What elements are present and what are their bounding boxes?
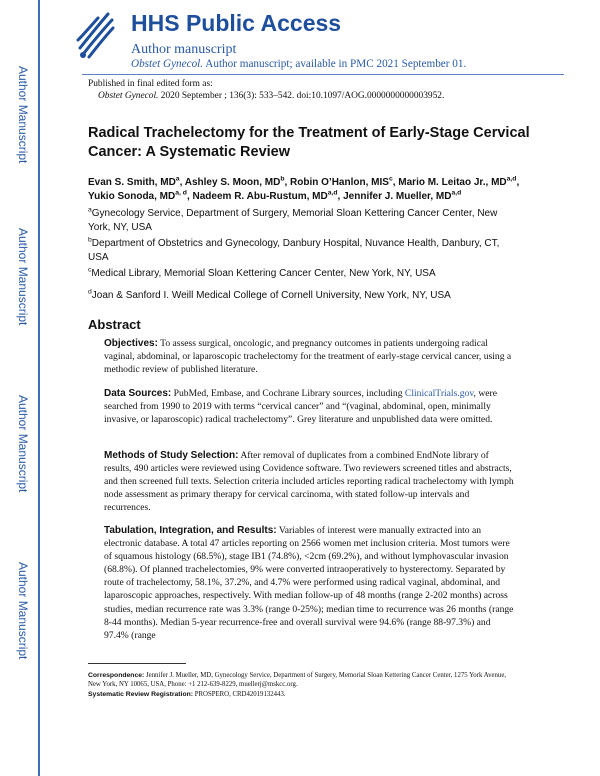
sidebar-label: Author Manuscript bbox=[16, 228, 30, 326]
author-affiliation-marker: a bbox=[175, 175, 180, 183]
author-affiliation-marker: a, d bbox=[175, 189, 187, 197]
registration-label: Systematic Review Registration: bbox=[88, 690, 194, 698]
footnotes bbox=[88, 671, 508, 699]
section-label: Tabulation, Integration, and Results: bbox=[104, 525, 277, 536]
section-text: Variables of interest were manually extracted into an electronic database. A total 47 articles reporting on 2566 women met inclusion criteria. Most tumors were of squamous histology (68.5%), stage IB1 (74.8%), <2cm (69.2%), and without lymphovascular invasion (68.8%). Of planned trachelectomies, 9% were converted intraoperatively to hysterectomy. Separated by route of trachelectomy, 58.1%, 37.2%, and 4.7% were performed using radical vaginal, abdominal, and laparoscopic approaches, respectively. With median follow-up of 48 months (range 2-202 months) across studies, median recurrence rate was 3.3% (range 0-25%); median time to recurrence was 26 months (range 8-44 months). Median 5-year recurrence-free and overall survival were 94.6% (range 88-97.3%) and 97.4% (range bbox=[104, 525, 514, 641]
section-label: Objectives: bbox=[104, 338, 158, 349]
author-name: Mario M. Leitao Jr., MD bbox=[398, 177, 507, 188]
affiliation-marker: a bbox=[88, 206, 92, 214]
availability-line bbox=[131, 58, 466, 70]
abstract-data-sources bbox=[104, 387, 516, 426]
author-affiliation-marker: a,d bbox=[327, 189, 338, 197]
author-manuscript-sidebar bbox=[0, 0, 38, 776]
sidebar-divider bbox=[38, 0, 40, 776]
hhs-eagle-logo-icon bbox=[74, 8, 116, 62]
header-rule bbox=[82, 74, 564, 75]
author-separator: , bbox=[516, 177, 520, 188]
affiliation bbox=[88, 237, 520, 265]
correspondence-text: Jennifer J. Mueller, MD, Gynecology Service, Department of Surgery, Memorial Sloan Kettering Cancer Center, 1275 York Avenue, New York, NY 10065, USA, Phone: +1 212-639-8229, muellerj@mskcc.org. bbox=[88, 672, 507, 689]
affiliation-marker: c bbox=[88, 266, 92, 274]
section-text: , were searched from 1990 to 2019 with terms “cervical cancer” and “(vaginal, abdominal, open, minimally invasive, or laparoscopic) radical trachelectomy”. Grey literature and unpublished data were omitted. bbox=[104, 388, 497, 426]
affiliation bbox=[88, 289, 520, 303]
availability-text: Author manuscript; available in PMC 2021 September 01. bbox=[205, 58, 467, 70]
author bbox=[88, 191, 193, 202]
correspondence-label: Correspondence: bbox=[88, 672, 145, 679]
abstract-objectives bbox=[104, 337, 516, 376]
hhs-title: HHS Public Access bbox=[131, 10, 342, 36]
author-affiliation-marker: a,d bbox=[451, 189, 462, 197]
author-separator: , bbox=[392, 177, 399, 188]
affiliation bbox=[88, 207, 520, 235]
affiliation-text: Joan & Sanford I. Weill Medical College of Cornell University, New York, NY, USA bbox=[91, 290, 451, 301]
affiliation-text: Department of Obstetrics and Gynecology, Danbury Hospital, Nuvance Health, Danbury, CT, USA bbox=[88, 238, 500, 263]
abstract-methods bbox=[104, 449, 516, 514]
author-name: Robin O’Hanlon, MIS bbox=[290, 177, 389, 188]
registration-text: PROSPERO, CRD42019132443. bbox=[194, 690, 286, 698]
section-label: Methods of Study Selection: bbox=[104, 450, 239, 461]
author-affiliation-marker: b bbox=[280, 175, 285, 183]
author-separator: , bbox=[186, 191, 193, 202]
affiliation bbox=[88, 267, 520, 281]
publication-info bbox=[88, 78, 444, 102]
author bbox=[185, 177, 290, 188]
journal-name: Obstet Gynecol. bbox=[131, 58, 204, 70]
author-name: Yukio Sonoda, MD bbox=[88, 191, 176, 202]
section-text: To assess surgical, oncologic, and pregnancy outcomes in patients undergoing radical vaginal, abdominal, or laparoscopic trachelectomy for the treatment of early-stage cervical cancer, using a methodic review of published literature. bbox=[104, 338, 512, 376]
author-name: Nadeem R. Abu-Rustum, MD bbox=[192, 191, 328, 202]
sidebar-label: Author Manuscript bbox=[16, 395, 30, 493]
author bbox=[290, 177, 398, 188]
abstract-heading: Abstract bbox=[88, 317, 141, 332]
affiliation-text: Gynecology Service, Department of Surgery, Memorial Sloan Kettering Cancer Center, New York, NY, USA bbox=[88, 208, 498, 233]
sidebar-label: Author Manuscript bbox=[16, 66, 30, 164]
author-name: Evan S. Smith, MD bbox=[88, 177, 176, 188]
published-label: Published in final edited form as: bbox=[88, 79, 213, 89]
article-title: Radical Trachelectomy for the Treatment of Early-Stage Cervical Cancer: A Systematic Review bbox=[88, 125, 530, 160]
author-separator: , bbox=[179, 177, 185, 188]
author-list bbox=[88, 176, 520, 204]
sidebar-label: Author Manuscript bbox=[16, 562, 30, 660]
abstract-tabulation bbox=[104, 524, 516, 642]
author-name: Jennifer J. Mueller, MD bbox=[343, 191, 452, 202]
author-affiliation-marker: a,d bbox=[506, 175, 517, 183]
manuscript-label: Author manuscript bbox=[131, 42, 237, 57]
publication-journal: Obstet Gynecol. bbox=[98, 91, 159, 101]
section-text: After removal of duplicates from a combined EndNote library of results, 490 articles were reviewed using Covidence software. Two reviewers screened titles and abstracts, and then screened full texts. Selection criteria included articles reporting radical trachelectomy with lymph node assessment as primary therapy for cervical carcinoma, with stated follow-up intervals and recurrences. bbox=[104, 450, 514, 514]
author bbox=[398, 177, 519, 188]
clinicaltrials-link[interactable]: ClinicalTrials.gov bbox=[404, 388, 474, 399]
author-separator: , bbox=[284, 177, 291, 188]
author bbox=[343, 191, 461, 202]
publication-citation: 2020 September ; 136(3): 533–542. doi:10.1097/AOG.0000000000003952. bbox=[160, 91, 445, 101]
affiliation-text: Medical Library, Memorial Sloan Kettering Cancer Center, New York, NY, USA bbox=[91, 268, 436, 279]
author bbox=[88, 177, 185, 188]
author bbox=[193, 191, 344, 202]
author-name: Ashley S. Moon, MD bbox=[184, 177, 281, 188]
affiliation-marker: b bbox=[88, 236, 92, 244]
author-separator: , bbox=[337, 191, 344, 202]
section-label: Data Sources: bbox=[104, 388, 172, 399]
author-affiliation-marker: c bbox=[388, 175, 393, 183]
affiliation-marker: d bbox=[88, 288, 92, 296]
section-text: PubMed, Embase, and Cochrane Library sources, including bbox=[173, 388, 403, 399]
footnote-divider bbox=[88, 663, 186, 664]
